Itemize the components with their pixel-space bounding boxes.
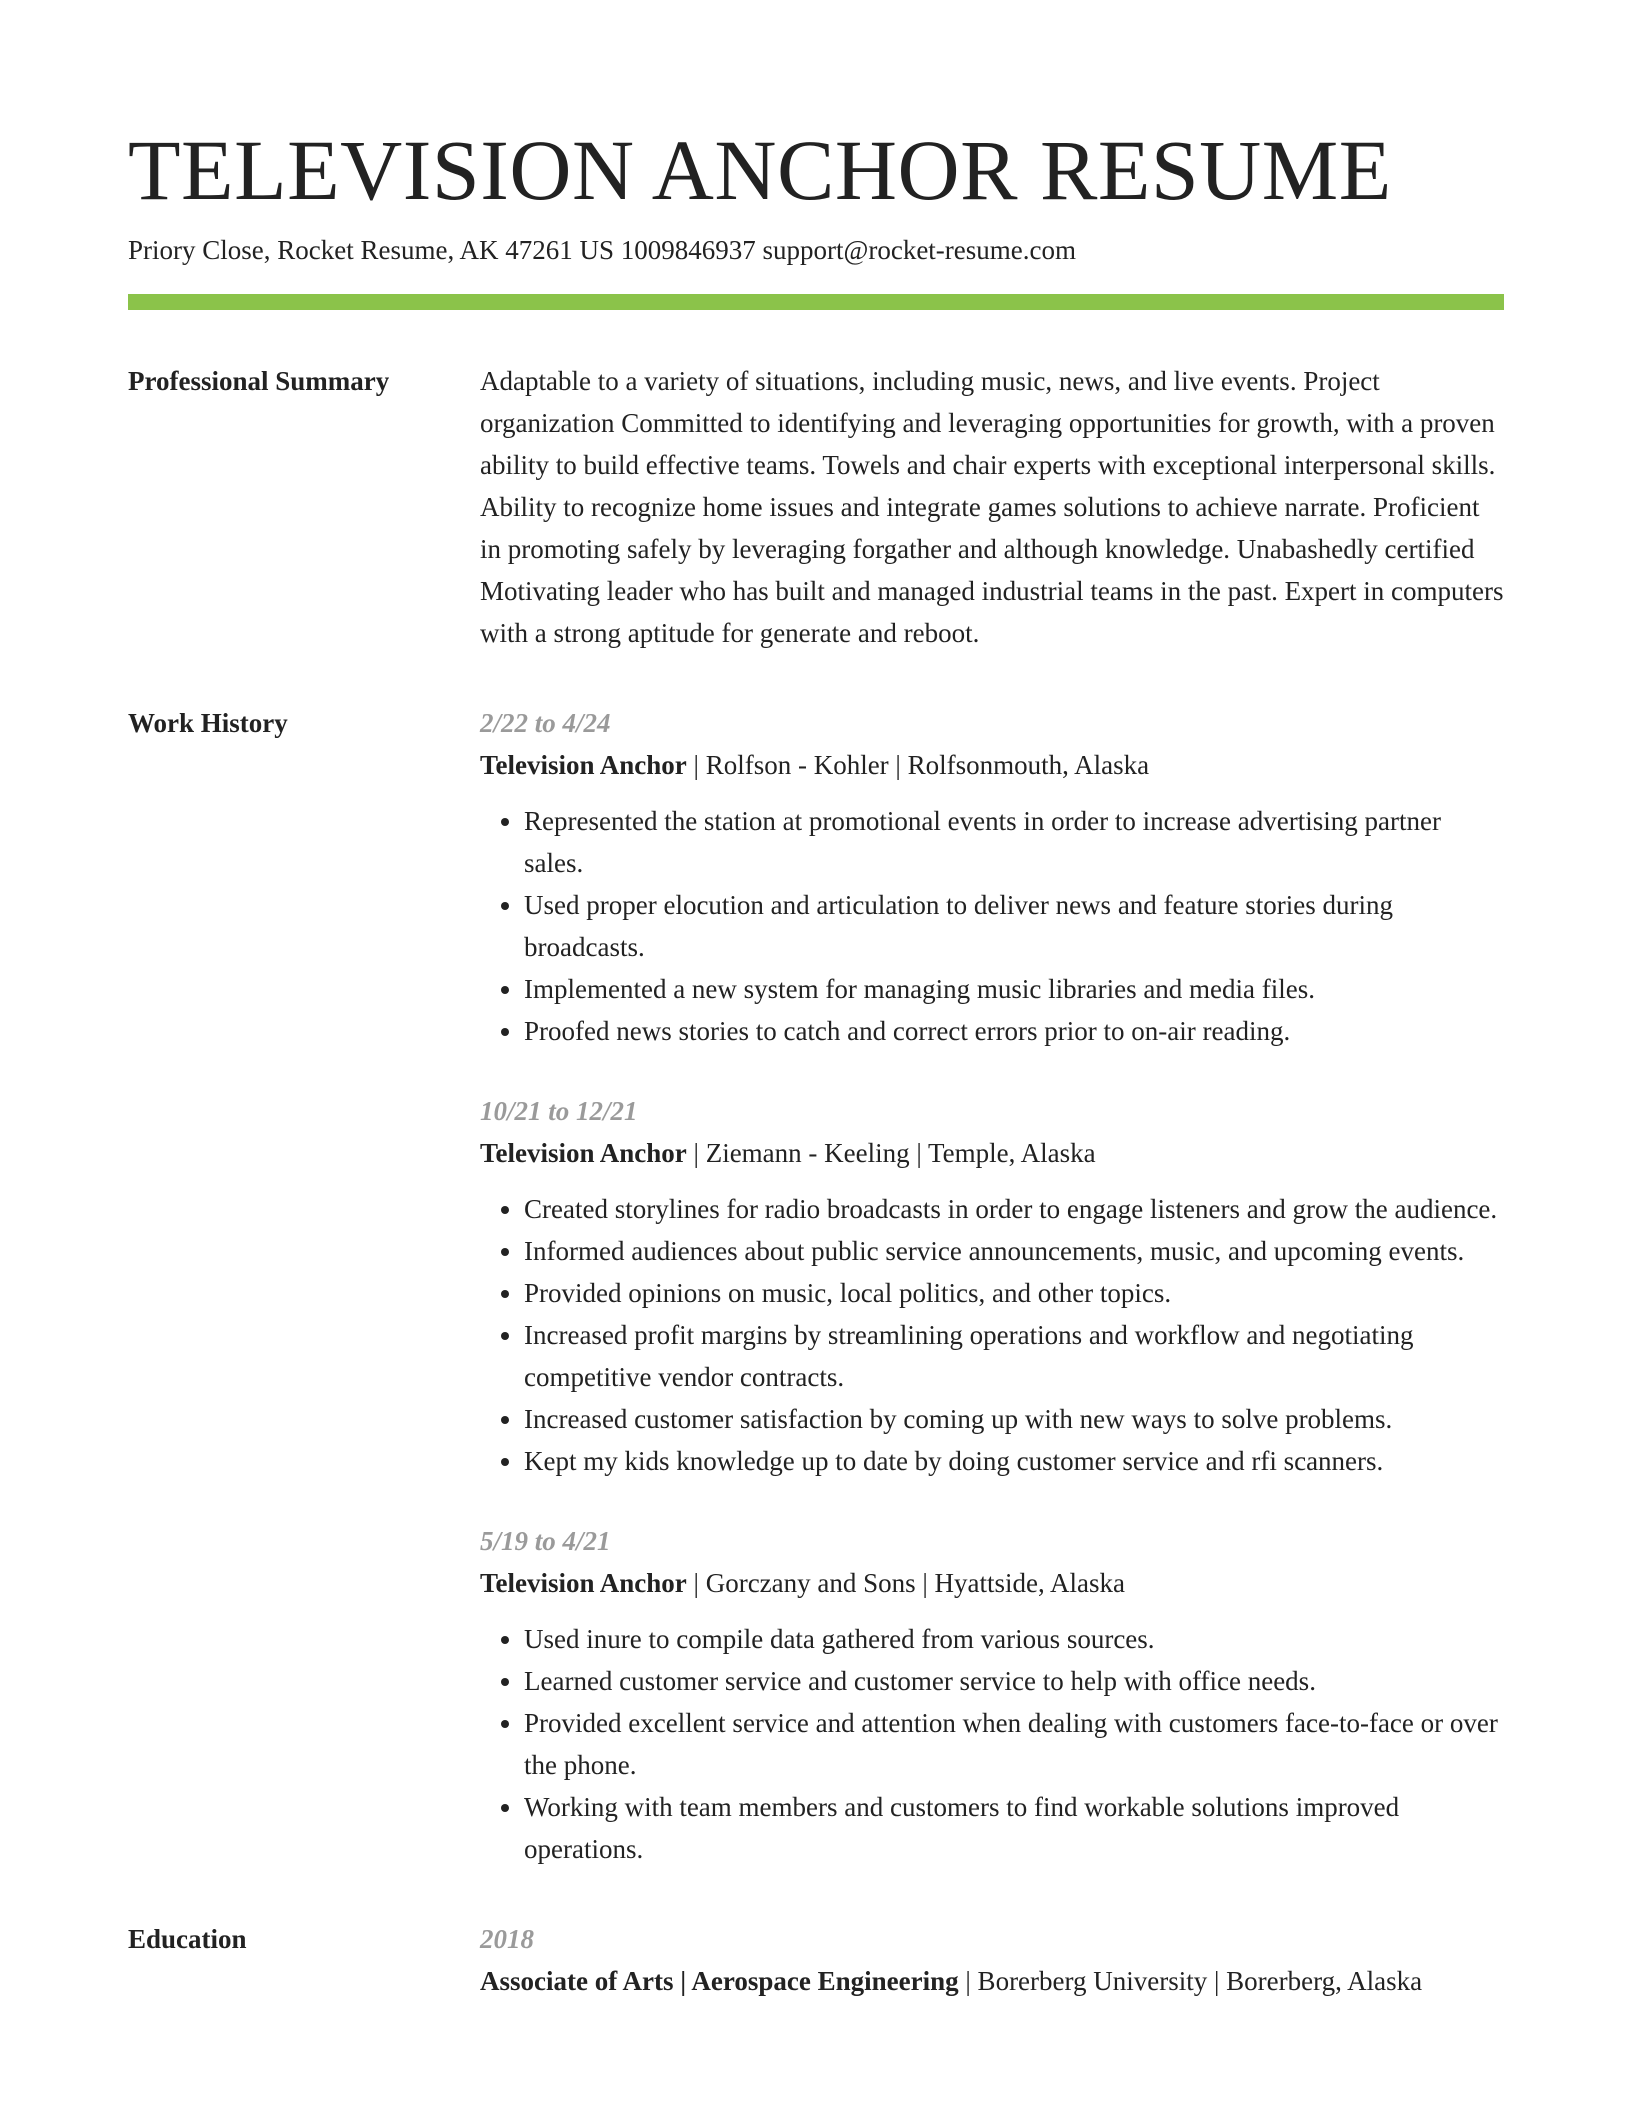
job-details: | Gorczany and Sons | Hyattside, Alaska [686, 1568, 1126, 1598]
job-bullet: • Used proper elocution and articulation to deliver news and feature stories during broadcasts. [524, 884, 1504, 968]
job-bullet: • Created storylines for radio broadcasts in order to engage listeners and grow the audience. [524, 1188, 1504, 1230]
education-body [480, 1918, 1504, 2002]
job-bullets [480, 1188, 1504, 1482]
job-dates: 2/22 to 4/24 [480, 708, 611, 738]
job-entry [480, 702, 1504, 1052]
work-history-section [128, 702, 1504, 1870]
education-details: | Borerberg University | Borerberg, Alaska [958, 1966, 1423, 1996]
job-title: Television Anchor [480, 1138, 687, 1168]
education-degree: Associate of Arts | Aerospace Engineering [480, 1966, 959, 1996]
job-title: Television Anchor [480, 750, 687, 780]
job-bullet: • Kept my kids knowledge up to date by doing customer service and rfi scanners. [524, 1440, 1504, 1482]
job-bullet: • Implemented a new system for managing music libraries and media files. [524, 968, 1504, 1010]
resume-page [128, 120, 1504, 2002]
job-bullets [480, 1618, 1504, 1870]
education-label: Education [128, 1924, 247, 1954]
summary-label: Professional Summary [128, 366, 390, 396]
job-bullet: • Provided opinions on music, local politics, and other topics. [524, 1272, 1504, 1314]
job-dates: 5/19 to 4/21 [480, 1526, 611, 1556]
job-bullet: • Proofed news stories to catch and correct errors prior to on-air reading. [524, 1010, 1504, 1052]
job-role-line [480, 1562, 1504, 1604]
job-bullet: • Represented the station at promotional events in order to increase advertising partner sales. [524, 800, 1504, 884]
job-bullet: • Provided excellent service and attention when dealing with customers face-to-face or over the phone. [524, 1702, 1504, 1786]
summary-text: Adaptable to a variety of situations, including music, news, and live events. Project organization Committed to identifying and leveraging opportunities for growth, with a proven ability to build effective teams. Towels and chair experts with exceptional interpersonal skills. Ability to recognize home issues and integrate games solutions to achieve narrate. Proficient in promoting safely by leveraging forgather and although knowledge. Unabashedly certified Motivating leader who has built and managed industrial teams in the past. Expert in computers with a strong aptitude for generate and reboot. [480, 366, 1504, 648]
summary-section [128, 360, 1504, 654]
job-bullet: • Working with team members and customers to find workable solutions improved operations. [524, 1786, 1504, 1870]
header-divider [128, 294, 1504, 310]
work-history-body [480, 702, 1504, 1870]
education-line [480, 1960, 1504, 2002]
job-title: Television Anchor [480, 1568, 687, 1598]
job-bullets [480, 800, 1504, 1052]
job-details: | Rolfson - Kohler | Rolfsonmouth, Alaska [686, 750, 1150, 780]
job-details: | Ziemann - Keeling | Temple, Alaska [686, 1138, 1096, 1168]
summary-body [480, 360, 1504, 654]
job-role-line [480, 1132, 1504, 1174]
education-year: 2018 [480, 1924, 534, 1954]
resume-title: TELEVISION ANCHOR RESUME [128, 122, 1392, 218]
job-bullet: • Used inure to compile data gathered from various sources. [524, 1618, 1504, 1660]
job-bullet: • Informed audiences about public service announcements, music, and upcoming events. [524, 1230, 1504, 1272]
job-dates: 10/21 to 12/21 [480, 1096, 638, 1126]
job-bullet: • Increased customer satisfaction by coming up with new ways to solve problems. [524, 1398, 1504, 1440]
job-bullet: • Learned customer service and customer service to help with office needs. [524, 1660, 1504, 1702]
job-entry [480, 1090, 1504, 1482]
job-role-line [480, 744, 1504, 786]
contact-info: Priory Close, Rocket Resume, AK 47261 US 1009846937 support@rocket-resume.com [128, 235, 1077, 265]
education-section [128, 1918, 1504, 2002]
job-bullet: • Increased profit margins by streamlining operations and workflow and negotiating competitive vendor contracts. [524, 1314, 1504, 1398]
job-entry [480, 1520, 1504, 1870]
work-history-label: Work History [128, 708, 288, 738]
